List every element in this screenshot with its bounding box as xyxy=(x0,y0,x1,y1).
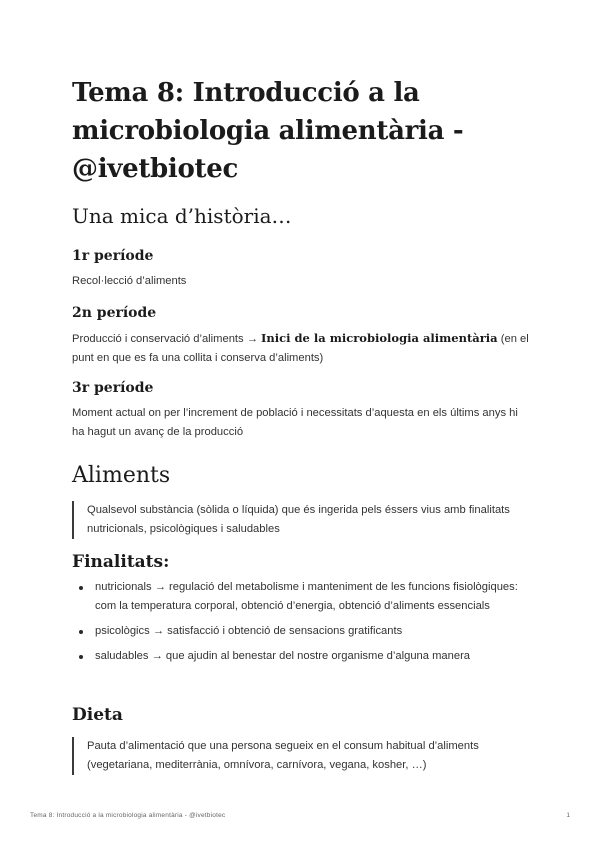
list-item-text: psicològics → satisfacció i obtenció de sensacions gratificants xyxy=(95,625,403,637)
bullet-icon xyxy=(79,630,83,634)
finalitats-list xyxy=(72,578,528,666)
history-heading: Una mica d’història… xyxy=(72,204,292,228)
list-item-text: saludables → que ajudin al benestar del nostre organisme d’alguna manera xyxy=(95,650,471,662)
period2-text xyxy=(72,329,532,368)
dieta-definition-quote: Pauta d’alimentació que una persona segueix en el consum habitual d’aliments (vegetariana, mediterrània, omnívora, carnívora, vegana, kosher, …) xyxy=(72,737,528,775)
period2-text-after: (en el punt en que es fa una collita i conserva d’aliments) xyxy=(72,333,529,364)
bullet-icon xyxy=(79,655,83,659)
aliments-definition-quote: Qualsevol substància (sòlida o líquida) que és ingerida pels éssers vius amb finalitats nutricionals, psicològiques i saludables xyxy=(72,501,528,539)
period3-heading: 3r període xyxy=(72,380,154,396)
bullet-icon xyxy=(79,586,83,590)
period2-text-bold: Inici de la microbiologia alimentària xyxy=(261,331,498,345)
period2-heading: 2n període xyxy=(72,305,157,321)
finalitats-heading: Finalitats: xyxy=(72,552,170,572)
footer-page-number: 1 xyxy=(566,812,570,819)
period1-heading: 1r període xyxy=(72,248,154,264)
list-item xyxy=(72,578,528,616)
period2-text-before: Producció i conservació d’aliments → xyxy=(72,333,262,345)
list-item xyxy=(72,647,528,666)
dieta-heading: Dieta xyxy=(72,705,123,725)
footer-document-title: Tema 8: Introducció a la microbiologia alimentària - @ivetbiotec xyxy=(30,812,226,819)
period1-text: Recol·lecció d’aliments xyxy=(72,275,187,287)
list-item xyxy=(72,622,528,641)
aliments-heading: Aliments xyxy=(72,463,171,488)
period3-text: Moment actual on per l’increment de població i necessitats d’aquesta en els últims anys hi ha hagut un avanç de la producció xyxy=(72,407,518,438)
list-item-text: nutricionals → regulació del metabolisme i manteniment de les funcions fisiològiques: com la temperatura corporal, obtenció d’energia, obtenció d’aliments essencials xyxy=(95,581,518,612)
page-title: Tema 8: Introducció a la microbiologia alimentària - @ivetbiotec xyxy=(72,78,464,184)
